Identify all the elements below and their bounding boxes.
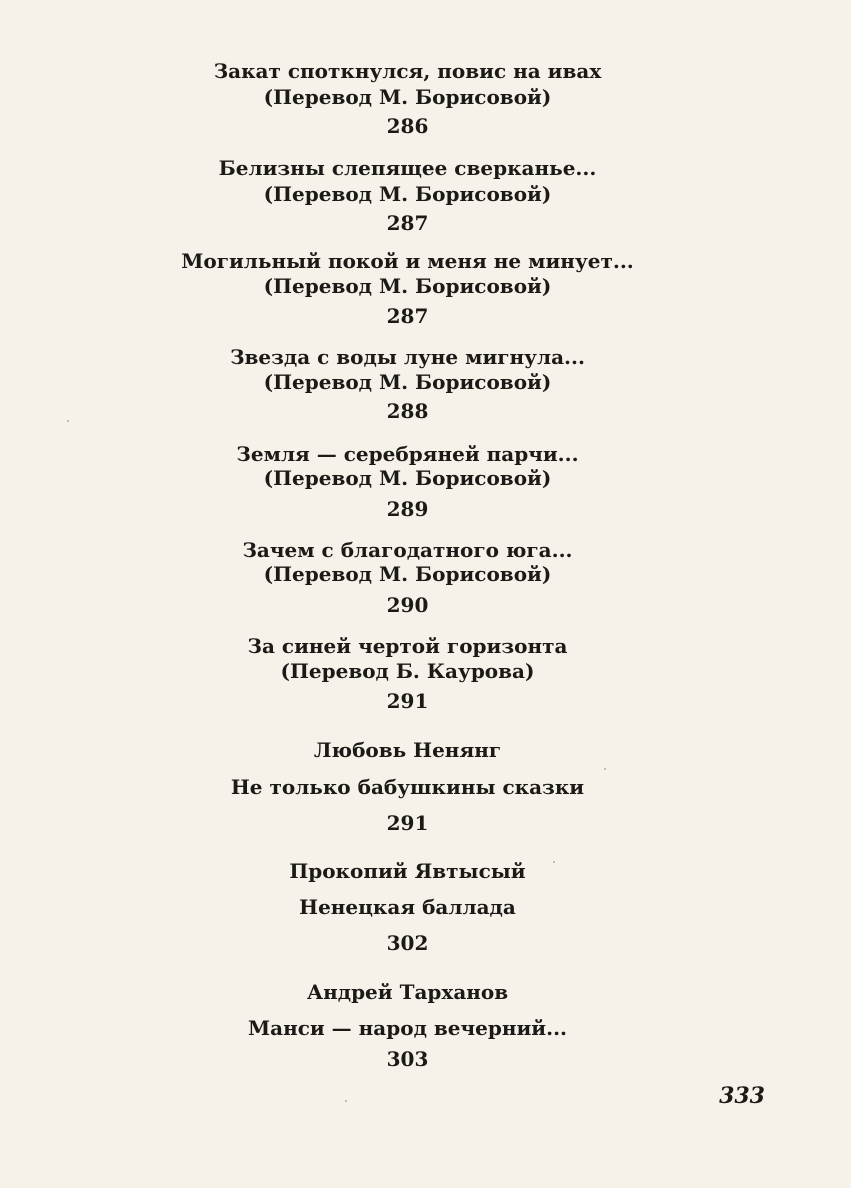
entry-translator: (Перевод М. Борисовой): [263, 370, 552, 394]
author-name: Любовь Ненянг: [313, 738, 502, 762]
entry-title: Белизны слепящее сверканье...: [218, 156, 597, 180]
entry-translator: (Перевод М. Борисовой): [263, 466, 552, 490]
entry-page-number: 286: [386, 114, 429, 138]
author-work-page-number: 303: [386, 1047, 429, 1071]
page-number: 333: [719, 1083, 765, 1109]
entry-translator: (Перевод М. Борисовой): [263, 562, 552, 586]
entry-title: Закат споткнулся, повис на ивах: [213, 59, 602, 83]
entry-translator: (Перевод Б. Каурова): [280, 659, 535, 683]
entry-translator: (Перевод М. Борисовой): [263, 274, 552, 298]
paper-speck: [553, 861, 555, 863]
entry-page-number: 287: [386, 304, 429, 328]
entry-translator: (Перевод М. Борисовой): [263, 182, 552, 206]
author-work-page-number: 291: [386, 811, 429, 835]
author-work-title: Манси — народ вечерний...: [247, 1016, 568, 1040]
entry-page-number: 287: [386, 211, 429, 235]
entry-translator: (Перевод М. Борисовой): [263, 85, 552, 109]
paper-speck: [67, 420, 69, 422]
paper-speck: [604, 768, 606, 770]
author-work-title: Ненецкая баллада: [299, 895, 516, 919]
entry-page-number: 289: [386, 497, 429, 521]
entry-title: Могильный покой и меня не минует...: [181, 249, 634, 273]
entry-page-number: 291: [386, 689, 429, 713]
entry-title: Зачем с благодатного юга...: [242, 538, 573, 562]
entry-title: Земля — серебряней парчи...: [236, 442, 579, 466]
author-name: Андрей Тарханов: [306, 980, 509, 1004]
entry-title: За синей чертой горизонта: [247, 634, 568, 658]
paper-speck: [345, 1100, 347, 1102]
author-work-page-number: 302: [386, 931, 429, 955]
author-name: Прокопий Явтысый: [289, 859, 526, 883]
author-work-title: Не только бабушкины сказки: [230, 775, 585, 799]
entry-title: Звезда с воды луне мигнула...: [230, 345, 585, 369]
entry-page-number: 288: [386, 399, 429, 423]
entry-page-number: 290: [386, 593, 429, 617]
